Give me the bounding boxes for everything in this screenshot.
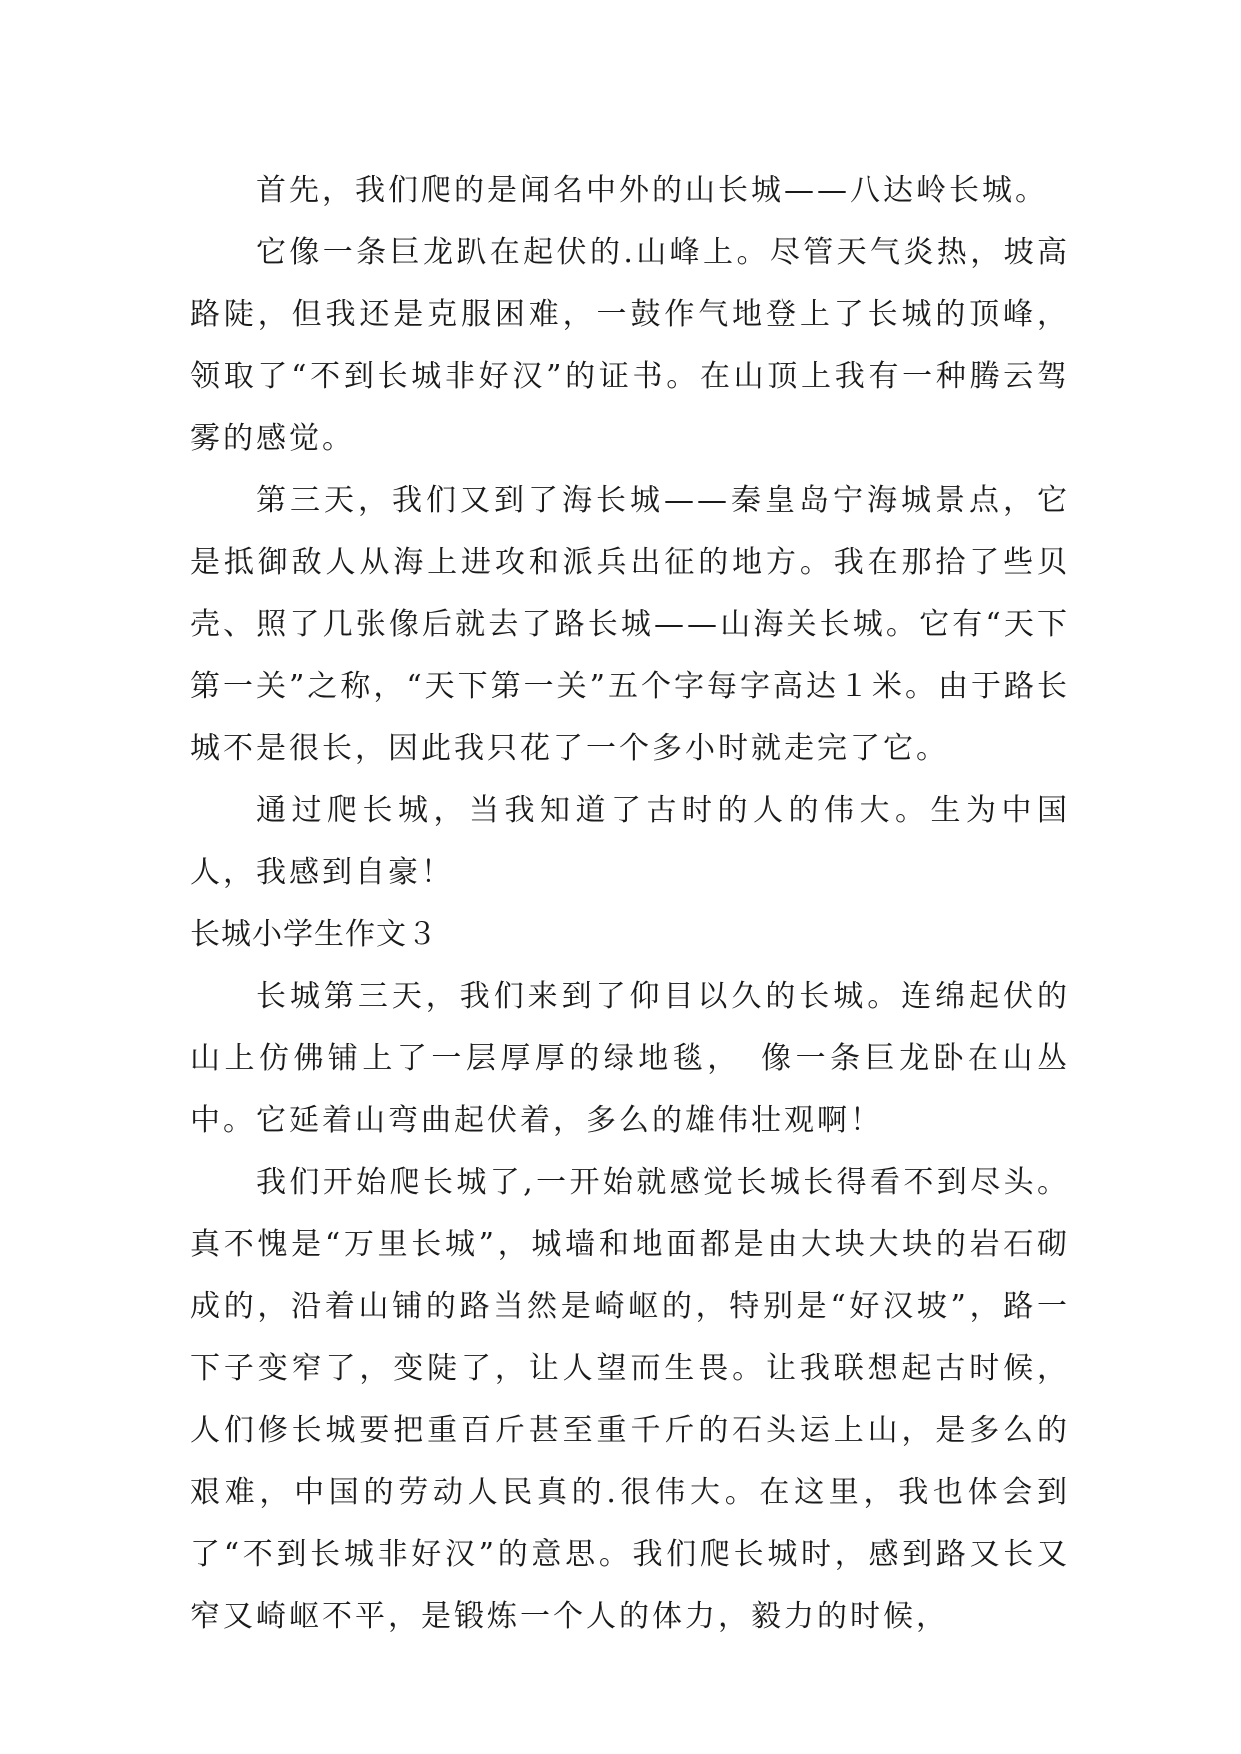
paragraph-essay3-climb: 我们开始爬长城了,一开始就感觉长城长得看不到尽头。真不愧是“万里长城”，城墙和地面都是由大块大块的岩石砌成的，沿着山铺的路当然是崎岖的，特别是“好汉坡”，路一下子变窄了，变陡了，让人望而生畏。让我联想起古时候，人们修长城要把重百斤甚至重千斤的石头运上山，是多么的艰难，中国的劳动人民真的.很伟大。在这里，我也体会到了“不到长城非好汉”的意思。我们爬长城时，感到路又长又窄又崎岖不平，是锻炼一个人的体力，毅力的时候， — [190, 1165, 1070, 1634]
paragraph-essay3-arrival: 长城第三天，我们来到了仰目以久的长城。连绵起伏的山上仿佛铺上了一层厚厚的绿地毯， 像一条巨龙卧在山丛中。它延着山弯曲起伏着，多么的雄伟壮观啊！ — [190, 979, 1070, 1138]
essay-body — [190, 160, 1070, 1648]
paragraph-conclusion: 通过爬长城，当我知道了古时的人的伟大。生为中国人，我感到自豪！ — [190, 793, 1070, 890]
paragraph-badaling-intro: 首先，我们爬的是闻名中外的山长城——八达岭长城。 — [256, 173, 1048, 208]
section-heading: 长城小学生作文３ — [190, 917, 438, 952]
paragraph-badaling-climb: 它像一条巨龙趴在起伏的.山峰上。尽管天气炎热，坡高路陡，但我还是克服困难，一鼓作气地登上了长城的顶峰，领取了“不到长城非好汉”的证书。在山顶上我有一种腾云驾雾的感觉。 — [190, 235, 1070, 456]
paragraph-sea-great-wall: 第三天，我们又到了海长城——秦皇岛宁海城景点，它是抵御敌人从海上进攻和派兵出征的地方。我在那拾了些贝壳、照了几张像后就去了路长城——山海关长城。它有“天下第一关”之称，“天下第一关”五个字每字高达１米。由于路长城不是很长，因此我只花了一个多小时就走完了它。 — [190, 483, 1071, 766]
